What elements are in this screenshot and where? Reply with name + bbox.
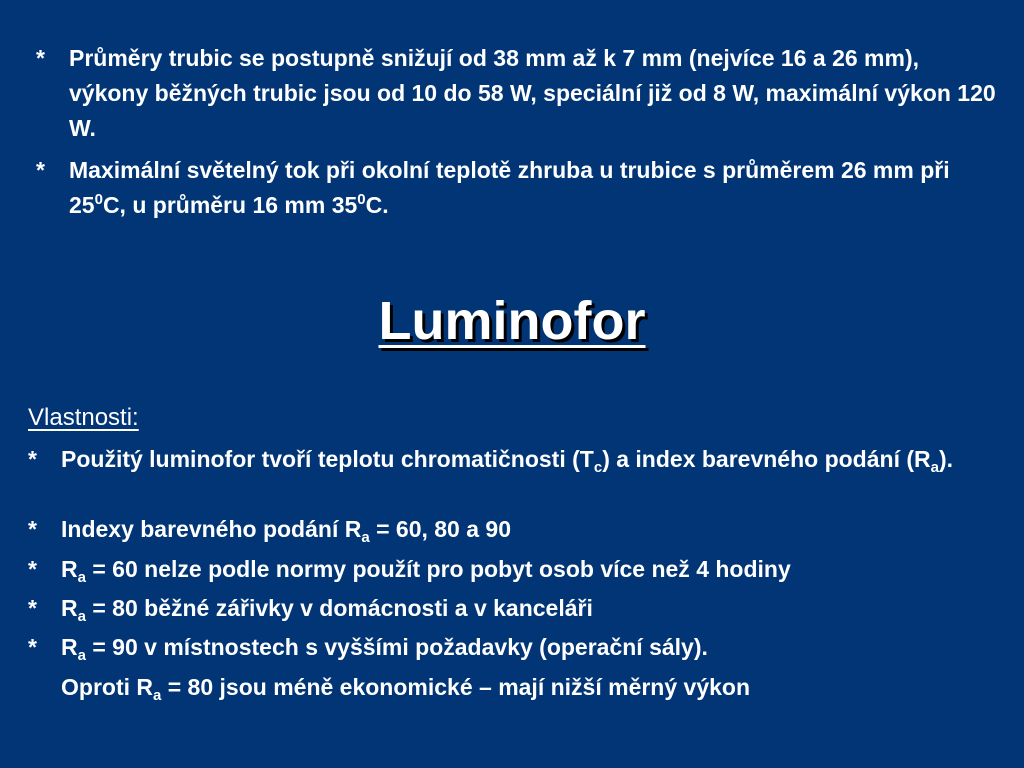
subscript: a xyxy=(930,459,939,476)
text-segment: Oproti R xyxy=(61,674,153,700)
text-segment: R xyxy=(61,556,78,582)
text-segment: = 60, 80 a 90 xyxy=(369,516,512,542)
slide-title: Luminofor xyxy=(378,291,646,351)
text-segment: C. xyxy=(365,192,389,218)
text-segment: Maximální světelný tok při okolní teplotě zhruba u trubice s průměrem 26 mm při 25 xyxy=(69,157,950,218)
closing-note xyxy=(61,670,750,705)
bullet-ra-indexes xyxy=(28,512,1008,547)
text-segment: Indexy barevného podání R xyxy=(61,516,362,542)
text-segment: ) a index barevného podání (R xyxy=(602,446,931,472)
bullet-marker: * xyxy=(28,634,37,660)
bullet-ra-80 xyxy=(28,591,1008,626)
bullet-text: Průměry trubic se postupně snižují od 38 mm až k 7 mm (nejvíce 16 a 26 mm), výkony běžných trubic jsou od 10 do 58 W, speciální již od 8 W, maximální výkon 120 W. xyxy=(69,45,996,141)
text-segment: ). xyxy=(938,446,954,472)
text-segment: = 90 v místnostech s vyššími požadavky (operační sály). xyxy=(85,634,708,660)
bullet-tube-diameters xyxy=(36,41,996,146)
bullet-ra-90 xyxy=(28,630,1008,665)
subscript: a xyxy=(153,687,162,704)
subscript: a xyxy=(361,529,370,546)
text-segment: R xyxy=(61,595,78,621)
bullet-luminophore xyxy=(28,442,1008,477)
subscript: a xyxy=(77,608,86,625)
bullet-text xyxy=(61,630,1008,665)
bullet-marker: * xyxy=(28,556,37,582)
subscript: c xyxy=(593,459,603,476)
bullet-marker: * xyxy=(28,516,37,542)
bullet-text xyxy=(69,153,996,223)
bullet-ra-60 xyxy=(28,552,1008,587)
text-segment: C, u průměru 16 mm 35 xyxy=(102,192,358,218)
bullet-marker: * xyxy=(36,157,45,183)
subscript: a xyxy=(77,647,86,664)
superscript: 0 xyxy=(357,191,366,208)
bullet-text xyxy=(61,512,1008,547)
bullet-text xyxy=(61,552,1008,587)
text-segment: = 80 jsou méně ekonomické – mají nižší měrný výkon xyxy=(161,674,751,700)
text-segment: Použitý luminofor tvoří teplotu chromatičnosti (T xyxy=(61,446,594,472)
bullet-marker: * xyxy=(36,45,45,71)
subscript: a xyxy=(77,569,86,586)
bullet-marker: * xyxy=(28,446,37,472)
superscript: 0 xyxy=(94,191,103,208)
section-subheading: Vlastnosti: xyxy=(28,404,139,431)
text-segment: = 80 běžné zářivky v domácnosti a v kanceláři xyxy=(85,595,593,621)
bullet-luminous-flux xyxy=(36,153,996,223)
bullet-text xyxy=(61,591,1008,626)
bullet-marker: * xyxy=(28,595,37,621)
bullet-text xyxy=(61,442,1008,477)
text-segment: R xyxy=(61,634,78,660)
text-segment: = 60 nelze podle normy použít pro pobyt osob více než 4 hodiny xyxy=(85,556,791,582)
